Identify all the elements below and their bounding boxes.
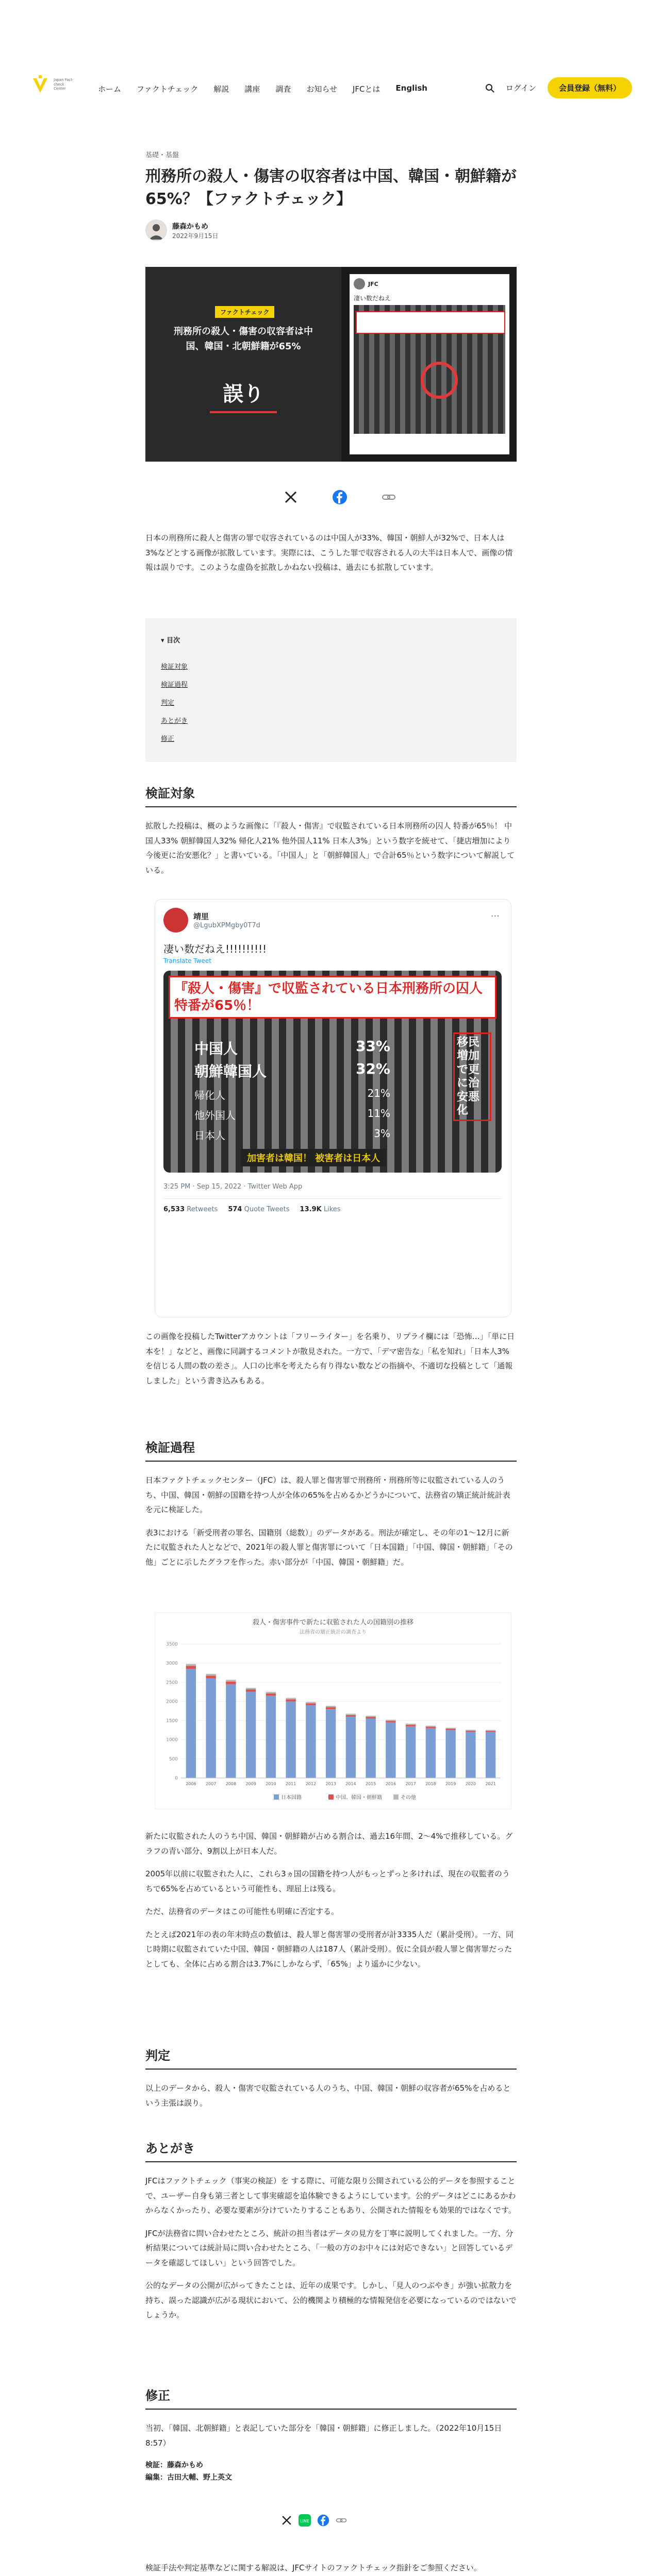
chart-bar-0: [486, 1732, 495, 1778]
chart-legend-swatch: [393, 1794, 399, 1800]
credit-edit: 編集：古田大輔、野上英文: [145, 2473, 232, 2482]
chart-title: 殺人・傷害事件で新たに収監された人の国籍別の推移: [252, 1619, 414, 1626]
chart-bar-2: [206, 1674, 216, 1675]
chart-bar-2: [445, 1728, 455, 1729]
process-text-2: 表3における「新受刑者の罪名、国籍別（総数）」のデータがある。刑法が確定し、その年の1～12月に新たに収監された人となどで、2021年の殺人罪と傷害罪について「日本国籍」「中国、韓国・朝鮮籍」「その他」ごとに示したグラフを作った。赤い部分が「中国、韓国・朝鮮籍」だ。: [145, 1528, 513, 1567]
tweet-avatar[interactable]: [163, 908, 188, 933]
tweet-image-row: 日本人 3%: [194, 1127, 390, 1142]
divider: [145, 2409, 517, 2410]
nav-home[interactable]: ホーム: [98, 84, 122, 94]
hero-headline: 刑務所の殺人・傷害の収容者は中国、韓国・北朝鮮籍が65%: [174, 326, 313, 352]
svg-text:LINE: LINE: [300, 2519, 309, 2523]
join-button[interactable]: 会員登録（無料）: [548, 77, 632, 98]
chart-subtitle: 法務省の矯正統計の調査より: [300, 1630, 367, 1635]
tweet-image-row: 中国人 33%: [194, 1038, 390, 1057]
logo-text: Japan Fact-check Center: [54, 78, 74, 91]
chart-x-tick: 2010: [266, 1782, 276, 1786]
tweet-likes[interactable]: 13.9K Likes: [300, 1206, 341, 1213]
site-header: [0, 0, 662, 103]
chart-bar-1: [366, 1717, 375, 1719]
chart-bar-1: [266, 1693, 276, 1696]
tweet-divider: [163, 1198, 502, 1199]
chart-bar-2: [226, 1680, 236, 1681]
nav-explain[interactable]: 解説: [213, 84, 229, 94]
nav-course[interactable]: 講座: [244, 84, 260, 94]
chart-bar-2: [366, 1716, 375, 1717]
chart-y-tick: 2000: [166, 1699, 178, 1705]
chart-x-tick: 2017: [405, 1782, 416, 1786]
site-logo[interactable]: [30, 74, 77, 95]
jfc-logo-icon: [30, 74, 51, 95]
chart-bar-0: [266, 1696, 276, 1778]
hero-badge: ファクトチェック: [215, 306, 274, 318]
link-icon[interactable]: [382, 490, 396, 504]
footer-text-1: 検証手法や判定基準などに関する解説は、JFCサイトのファクトチェック指針をご参照ください。: [145, 2563, 482, 2572]
chart-bar-1: [445, 1729, 455, 1731]
link-icon[interactable]: [336, 2515, 347, 2526]
process-text-4: 2005年以前に収監された人に、これら3ヵ国の国籍を持つ人がもっとずっと多ければ、現在の収監者のうちで65%を占めているという可能性も、理屈上は残る。: [145, 1869, 510, 1893]
chart-bar-0: [346, 1717, 356, 1778]
chart-bar-0: [406, 1726, 416, 1778]
chart-bar-1: [206, 1675, 216, 1679]
tweet-image-row: 朝鮮韓国人 32%: [194, 1060, 390, 1080]
chart-legend-label: 中国、韓国・朝鮮籍: [336, 1795, 382, 1801]
chart-bar-2: [466, 1730, 475, 1731]
chart-bar-2: [326, 1706, 336, 1707]
section-heading-afterword: あとがき: [145, 2141, 195, 2156]
chart-bar-0: [246, 1692, 256, 1778]
hero-tweet-image: [354, 305, 505, 434]
article-head: [145, 149, 517, 241]
section-heading-correction: 修正: [145, 2388, 170, 2403]
chart-bar-1: [346, 1715, 356, 1717]
chart-y-tick: 3500: [166, 1642, 178, 1647]
tweet-image-side-text: 移民増加で更に治安悪化: [453, 1032, 491, 1121]
chart-bar-0: [426, 1728, 436, 1778]
share-icons: [284, 489, 396, 505]
toc-heading[interactable]: ▾ 目次: [161, 637, 180, 645]
chart-bar-1: [226, 1682, 236, 1684]
chart-legend-swatch: [328, 1794, 334, 1800]
chart-bar-1: [466, 1731, 475, 1732]
avatar[interactable]: [145, 219, 167, 241]
tweet-time[interactable]: 3:25 PM · Sep 15, 2022 · Twitter Web App: [163, 1183, 303, 1191]
facebook-icon[interactable]: [332, 489, 347, 505]
toc-item[interactable]: あとがき: [161, 717, 188, 725]
chart-x-tick: 2015: [365, 1782, 376, 1786]
chart-x-tick: 2009: [245, 1782, 256, 1786]
chart-y-tick: 1000: [166, 1737, 178, 1743]
credit-check: 検証：藤森かもめ: [145, 2461, 203, 2469]
divider: [145, 806, 517, 807]
line-icon[interactable]: [299, 2514, 311, 2527]
chart-bar-2: [246, 1688, 256, 1689]
tweet-image-caption: 加害者は韓国！ 被害者は日本人: [241, 1149, 386, 1166]
tweet-handle[interactable]: @LgubXPMgby0T7d: [193, 922, 260, 929]
chart-bar-0: [186, 1669, 196, 1778]
chart-bar-1: [386, 1721, 395, 1722]
tweet-retweets[interactable]: 6,533 Retweets: [163, 1206, 218, 1213]
chart-bar-2: [386, 1720, 395, 1721]
nav-english[interactable]: English: [395, 83, 427, 93]
nav-research[interactable]: 調査: [275, 84, 291, 94]
chart-y-tick: 1500: [166, 1718, 178, 1724]
verdict-text: 以上のデータから、殺人・傷害で収監されている人のうち、中国、韓国・朝鮮の収容者が65%を占めるという主張は誤り。: [145, 2083, 511, 2108]
tweet-image-row: 他外国人 11%: [194, 1107, 390, 1122]
hero-verdict-line: [210, 411, 277, 413]
chart-bar-0: [366, 1719, 375, 1778]
process-text-3: 新たに収監された人のうち中国、韓国・朝鮮籍が占める割合は、過去16年間、2～4%で推移している。グラフの青い部分、9割以上が日本人だ。: [145, 1832, 513, 1856]
tweet-translate[interactable]: Translate Tweet: [163, 957, 211, 964]
chart-x-tick: 2013: [325, 1782, 336, 1786]
divider: [145, 2161, 517, 2162]
section-heading-target: 検証対象: [145, 786, 195, 801]
chart-x-tick: 2008: [225, 1782, 237, 1786]
author-name[interactable]: 藤森かもめ: [172, 222, 208, 231]
breadcrumb[interactable]: 基礎・基盤: [145, 151, 179, 159]
correction-text: 当初、「韓国、北朝鮮籍」と表記していた部分を「韓国・朝鮮籍」に修正しました。（2022年10月15日8:57）: [145, 2424, 502, 2448]
target-text: 拡散した投稿は、概のような画像に「『殺人・傷害』で収監されている日本刑務所の囚人 特番が65％！ 中国人33% 朝鮮韓国人32% 帰化人21% 他外国人11% 日本人3%」という数字を統せて、「捷店増加により今後更に治安悪化？」と書いている。「中国人」と「朝鮮韓国人」で合計65％という数字について解説している。: [145, 821, 515, 875]
x-icon[interactable]: [281, 2515, 292, 2526]
chart-x-tick: 2012: [305, 1782, 317, 1786]
chart-y-tick: 0: [175, 1776, 178, 1781]
search-icon[interactable]: [485, 83, 494, 93]
toc-item[interactable]: 検証過程: [161, 681, 188, 689]
chart-bar-1: [286, 1699, 295, 1701]
chart-bar-1: [326, 1707, 336, 1709]
hero-tweet-card: [350, 274, 509, 454]
chart-y-tick: 3000: [166, 1661, 178, 1667]
section-heading-process: 検証過程: [145, 1440, 195, 1455]
chart-bar-0: [206, 1679, 216, 1778]
main-nav: [98, 83, 427, 94]
tweet-more-icon[interactable]: ···: [490, 911, 500, 922]
chart-bar-1: [246, 1689, 256, 1692]
chart-bar-0: [286, 1701, 295, 1778]
hero-tweet-name: JFC: [368, 280, 378, 287]
chart-bar-0: [445, 1730, 455, 1778]
tweet-image-rows: [194, 1038, 390, 1142]
chart-bar-1: [406, 1725, 416, 1726]
process-text-1: 日本ファクトチェックセンター（JFC）は、殺人罪と傷害罪で刑務所・刑務所等に収監されている人のうち、中国、韓国・朝鮮の国籍を持つ人が全体の65%を占めるかどうかについて、法務省の矯正統計統計表を元に検証した。: [145, 1476, 510, 1514]
nav-news[interactable]: お知らせ: [306, 84, 337, 94]
chart-bar-2: [486, 1730, 495, 1731]
chart-bar-2: [346, 1714, 356, 1715]
toc-item[interactable]: 検証対象: [161, 663, 188, 671]
hero-tweet-image-mark: [421, 362, 458, 399]
tweet-user[interactable]: 靖里: [193, 912, 209, 921]
hero-verdict: 誤り: [223, 382, 264, 406]
toc-item[interactable]: 修正: [161, 735, 175, 743]
divider: [145, 2069, 517, 2070]
chart-bar-0: [326, 1709, 336, 1778]
tweet-quotes[interactable]: 574 Quote Tweets: [228, 1206, 290, 1213]
intro-text: 日本の刑務所に殺人と傷害の罪で収容されているのは中国人が33%、韓国・朝鮮人が32%で、日本人は3%などとする画像が拡散しています。実際には、こうした罪で収容される人の大半は日本人で、画像の情報は誤りです。このような虚偽を拡散しかねない投稿は、過去にも拡散しています。: [145, 533, 513, 572]
tweet-image-row: 帰化人 21%: [194, 1087, 390, 1101]
chart-bar-2: [266, 1692, 276, 1693]
divider: [145, 1461, 517, 1462]
hero-image: [145, 267, 517, 462]
chart-bar-2: [286, 1698, 295, 1700]
chart-y-tick: 500: [169, 1756, 178, 1762]
hero-left: [145, 267, 341, 462]
target-text-2: この画像を投稿したTwitterアカウントは「フリーライター」を名乗り、リプライ欄には「恐怖…」「単に日本を！」などと、画像に同調するコメントが散見された。一方で、「デマ密告な」「私を知れ」「日本人3%を信じる人間の数の差さ」。人口の比率を考えたら有り得ない数などの指摘や、不適切な投稿として「通報しました」という書き込みもある。: [145, 1332, 515, 1385]
table-of-contents: [145, 618, 517, 762]
chart-bar-0: [306, 1705, 316, 1778]
chart-x-tick: 2016: [385, 1782, 396, 1786]
chart-x-tick: 2011: [285, 1782, 296, 1786]
afterword-text-1: JFCはファクトチェック（事実の検証）を する際に、可能な限り公開されている公的データを参照することで、ユーザー自身も第三者として事実確認を追体験できるようにしています。公的データはどこにあるかわからなくかったり、必要な要素が分けていたりすることもあり、公開された情報をも効果的ではなくです。: [145, 2176, 516, 2215]
chart-legend-label: その他: [401, 1795, 416, 1801]
chart-bar-2: [306, 1702, 316, 1704]
chart-bar-2: [406, 1724, 416, 1725]
chart-x-tick: 2007: [205, 1782, 217, 1786]
chart-y-tick: 2500: [166, 1680, 178, 1686]
author-row: [145, 219, 517, 241]
chart-x-tick: 2014: [345, 1782, 356, 1786]
afterword-text-2: JFCが法務省に問い合わせたところ、統計の担当者はデータの見方を丁寧に説明してくれました。一方、分析結果については統計局に問い合わせたところ、「一般の方のお中々には対応できない」と回答しているデータを確認してほしい」という回答でした。: [145, 2228, 514, 2267]
tweet-stats: [163, 1206, 341, 1213]
page-title: 刑務所の殺人・傷害の収容者は中国、韓国・朝鮮籍が65%？【ファクトチェック】: [145, 167, 517, 208]
facebook-icon[interactable]: [317, 2514, 329, 2527]
chart-x-tick: 2019: [445, 1782, 456, 1786]
hero-tweet-text: 凄い数だねえ: [354, 295, 391, 302]
share-icons-bottom: [281, 2514, 347, 2527]
chart-legend-label: 日本国籍: [281, 1795, 302, 1801]
toc-item[interactable]: 判定: [161, 699, 175, 707]
header-actions: [485, 77, 632, 98]
chart-svg: [155, 1613, 511, 1809]
publish-date: 2022年9月15日: [172, 232, 219, 240]
nationality-chart: [155, 1613, 511, 1809]
nav-about[interactable]: JFCとは: [352, 84, 380, 94]
section-heading-verdict: 判定: [145, 2048, 170, 2063]
chart-bar-0: [466, 1732, 475, 1778]
chart-bar-1: [186, 1666, 196, 1669]
chart-x-tick: 2006: [186, 1782, 196, 1786]
chart-bar-1: [426, 1727, 436, 1728]
chart-x-tick: 2018: [425, 1782, 436, 1786]
login-link[interactable]: ログイン: [505, 83, 536, 93]
chart-x-tick: 2021: [485, 1782, 496, 1786]
tweet-image-title: 『殺人・傷害』で収監されている日本刑務所の囚人 特番が65％！: [169, 976, 496, 1019]
chart-bar-2: [426, 1726, 436, 1727]
x-icon[interactable]: [284, 490, 298, 504]
tweet-image[interactable]: [163, 971, 502, 1173]
nav-factcheck[interactable]: ファクトチェック: [137, 84, 198, 94]
embedded-tweet[interactable]: [155, 899, 511, 1317]
hero-tweet-avatar: [354, 278, 365, 290]
chart-bar-1: [306, 1703, 316, 1705]
chart-bar-1: [486, 1731, 495, 1732]
process-text-6: たとえば2021年の表の年末時点の数値は、殺人罪と傷害罪の受刑者が計3335人だ（累計受刑）。一方、同じ時期に収監されていた中国、韓国・朝鮮籍の人は187人（累計受刑）。仮に全員が殺人罪と傷害罪だったとしても、全体に占める割合は3.7%にしかならず、「65%」より遥かに少ない。: [145, 1929, 514, 1969]
chart-bar-2: [186, 1664, 196, 1666]
chart-bar-0: [386, 1722, 395, 1778]
hero-tweet-image-banner: [356, 311, 505, 334]
chart-x-tick: 2020: [465, 1782, 476, 1786]
tweet-text: 凄い数だねえ!!!!!!!!!!: [163, 943, 267, 955]
process-text-5: ただ、法務省のデータはこの可能性も明確に否定する。: [145, 1907, 339, 1916]
afterword-text-3: 公的なデータの公開が広がってきたことは、近年の成果です。しかし、「見人のつぶやき」が強い拡散力を持ち、誤った認識が広がる現状において、公的機関より積極的な情報発信を必要になっているのではないでしょうか。: [145, 2281, 517, 2319]
chart-bar-0: [226, 1684, 236, 1778]
chart-legend-swatch: [274, 1794, 279, 1800]
